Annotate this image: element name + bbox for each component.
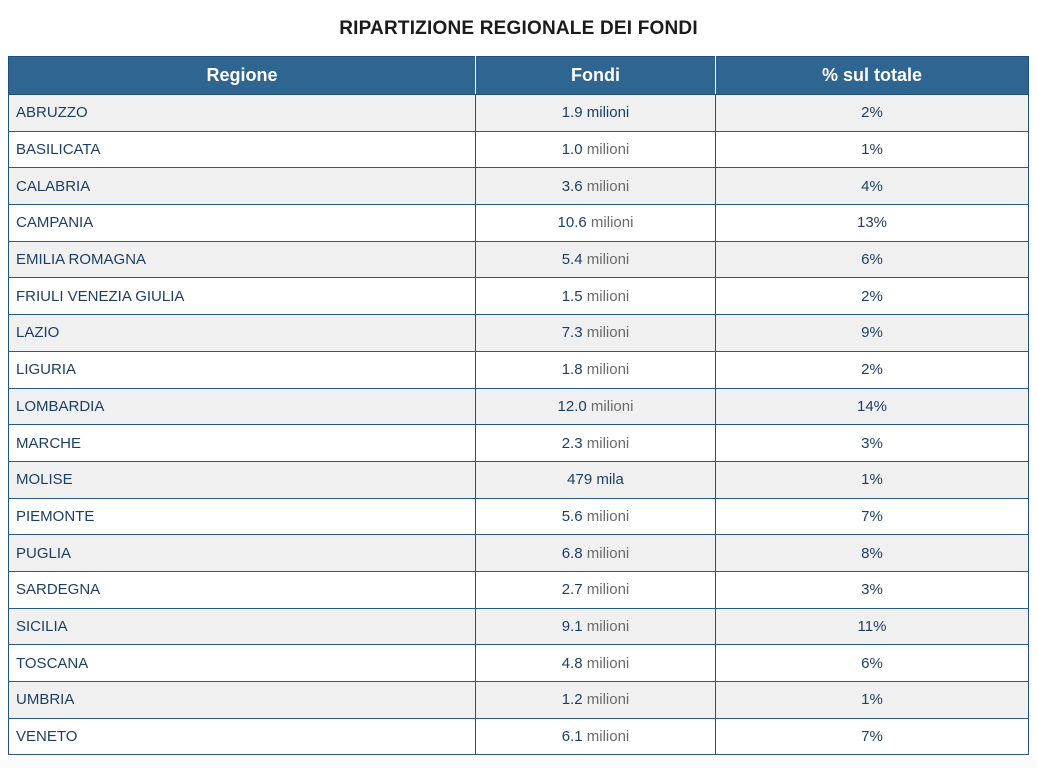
funds-cell: [476, 535, 716, 572]
funds-amount: 2.7: [561, 581, 583, 599]
region-cell: UMBRIA: [9, 682, 476, 719]
funds-amount: 2.3: [561, 434, 583, 452]
funds-unit: mila: [596, 471, 624, 489]
funds-amount: 10.6: [557, 214, 587, 232]
region-cell: EMILIA ROMAGNA: [9, 241, 476, 278]
region-cell: BASILICATA: [9, 131, 476, 168]
funds-unit: milioni: [586, 691, 630, 709]
table-row: [9, 461, 1029, 498]
region-cell: PIEMONTE: [9, 498, 476, 535]
percent-cell: 7%: [716, 498, 1029, 535]
funds-cell: [476, 278, 716, 315]
funds-cell: [476, 571, 716, 608]
region-cell: SARDEGNA: [9, 571, 476, 608]
region-cell: SICILIA: [9, 608, 476, 645]
table-row: [9, 131, 1029, 168]
table-row: [9, 168, 1029, 205]
funds-amount: 1.9: [561, 104, 583, 122]
percent-cell: 11%: [716, 608, 1029, 645]
table-row: [9, 388, 1029, 425]
funds-unit: milioni: [586, 507, 630, 525]
funds-amount: 4.8: [561, 654, 583, 672]
table-row: [9, 278, 1029, 315]
percent-cell: 4%: [716, 168, 1029, 205]
funds-cell: [476, 498, 716, 535]
region-cell: LAZIO: [9, 315, 476, 352]
region-cell: MOLISE: [9, 461, 476, 498]
table-row: [9, 351, 1029, 388]
funds-cell: [476, 718, 716, 755]
funds-amount: 9.1: [561, 617, 583, 635]
funds-amount: 5.4: [561, 251, 583, 269]
percent-cell: 2%: [716, 351, 1029, 388]
region-cell: MARCHE: [9, 425, 476, 462]
funds-cell: [476, 315, 716, 352]
percent-cell: 7%: [716, 718, 1029, 755]
funds-amount: 1.2: [561, 691, 583, 709]
percent-cell: 6%: [716, 645, 1029, 682]
percent-cell: 3%: [716, 425, 1029, 462]
regional-funds-table: [8, 56, 1029, 755]
percent-cell: 3%: [716, 571, 1029, 608]
percent-cell: 13%: [716, 205, 1029, 242]
funds-amount: 7.3: [561, 324, 583, 342]
table-row: [9, 645, 1029, 682]
table-row: [9, 535, 1029, 572]
table-row: [9, 682, 1029, 719]
funds-unit: milioni: [586, 617, 630, 635]
funds-unit: milioni: [586, 434, 630, 452]
funds-cell: [476, 351, 716, 388]
funds-unit: milioni: [586, 287, 630, 305]
funds-cell: [476, 645, 716, 682]
funds-amount: 6.8: [561, 544, 583, 562]
funds-amount: 3.6: [561, 177, 583, 195]
funds-amount: 5.6: [561, 507, 583, 525]
funds-cell: [476, 131, 716, 168]
percent-cell: 8%: [716, 535, 1029, 572]
table-row: [9, 241, 1029, 278]
table-row: [9, 205, 1029, 242]
funds-amount: 479: [567, 471, 593, 489]
funds-cell: [476, 241, 716, 278]
region-cell: PUGLIA: [9, 535, 476, 572]
funds-unit: milioni: [590, 214, 634, 232]
funds-amount: 1.8: [561, 361, 583, 379]
funds-unit: milioni: [590, 397, 634, 415]
table-row: [9, 425, 1029, 462]
header-fondi: Fondi: [476, 57, 716, 95]
page-title: RIPARTIZIONE REGIONALE DEI FONDI: [339, 18, 698, 39]
funds-unit: milioni: [586, 141, 630, 159]
header-percent: % sul totale: [716, 57, 1029, 95]
header-regione: Regione: [9, 57, 476, 95]
funds-unit: milioni: [586, 324, 630, 342]
bottom-strip: [0, 760, 1037, 768]
funds-cell: [476, 682, 716, 719]
funds-cell: [476, 168, 716, 205]
region-cell: FRIULI VENEZIA GIULIA: [9, 278, 476, 315]
funds-unit: milioni: [586, 544, 630, 562]
percent-cell: 9%: [716, 315, 1029, 352]
table-row: [9, 315, 1029, 352]
percent-cell: 2%: [716, 278, 1029, 315]
funds-unit: milioni: [586, 104, 630, 122]
percent-cell: 1%: [716, 461, 1029, 498]
percent-cell: 6%: [716, 241, 1029, 278]
table-body: [9, 95, 1029, 755]
funds-amount: 6.1: [561, 728, 583, 746]
table-header-row: [9, 57, 1029, 95]
funds-cell: [476, 608, 716, 645]
funds-unit: milioni: [586, 581, 630, 599]
region-cell: LIGURIA: [9, 351, 476, 388]
funds-cell: [476, 205, 716, 242]
percent-cell: 1%: [716, 682, 1029, 719]
funds-cell: [476, 425, 716, 462]
funds-cell: [476, 95, 716, 132]
funds-amount: 12.0: [557, 397, 587, 415]
funds-amount: 1.5: [561, 287, 583, 305]
region-cell: VENETO: [9, 718, 476, 755]
region-cell: TOSCANA: [9, 645, 476, 682]
funds-unit: milioni: [586, 361, 630, 379]
percent-cell: 2%: [716, 95, 1029, 132]
funds-cell: [476, 461, 716, 498]
funds-unit: milioni: [586, 177, 630, 195]
table-row: [9, 608, 1029, 645]
region-cell: CAMPANIA: [9, 205, 476, 242]
region-cell: ABRUZZO: [9, 95, 476, 132]
funds-cell: [476, 388, 716, 425]
table-row: [9, 498, 1029, 535]
table-row: [9, 95, 1029, 132]
percent-cell: 14%: [716, 388, 1029, 425]
region-cell: CALABRIA: [9, 168, 476, 205]
funds-unit: milioni: [586, 654, 630, 672]
funds-unit: milioni: [586, 728, 630, 746]
percent-cell: 1%: [716, 131, 1029, 168]
table-row: [9, 718, 1029, 755]
funds-amount: 1.0: [561, 141, 583, 159]
funds-unit: milioni: [586, 251, 630, 269]
region-cell: LOMBARDIA: [9, 388, 476, 425]
table-row: [9, 571, 1029, 608]
